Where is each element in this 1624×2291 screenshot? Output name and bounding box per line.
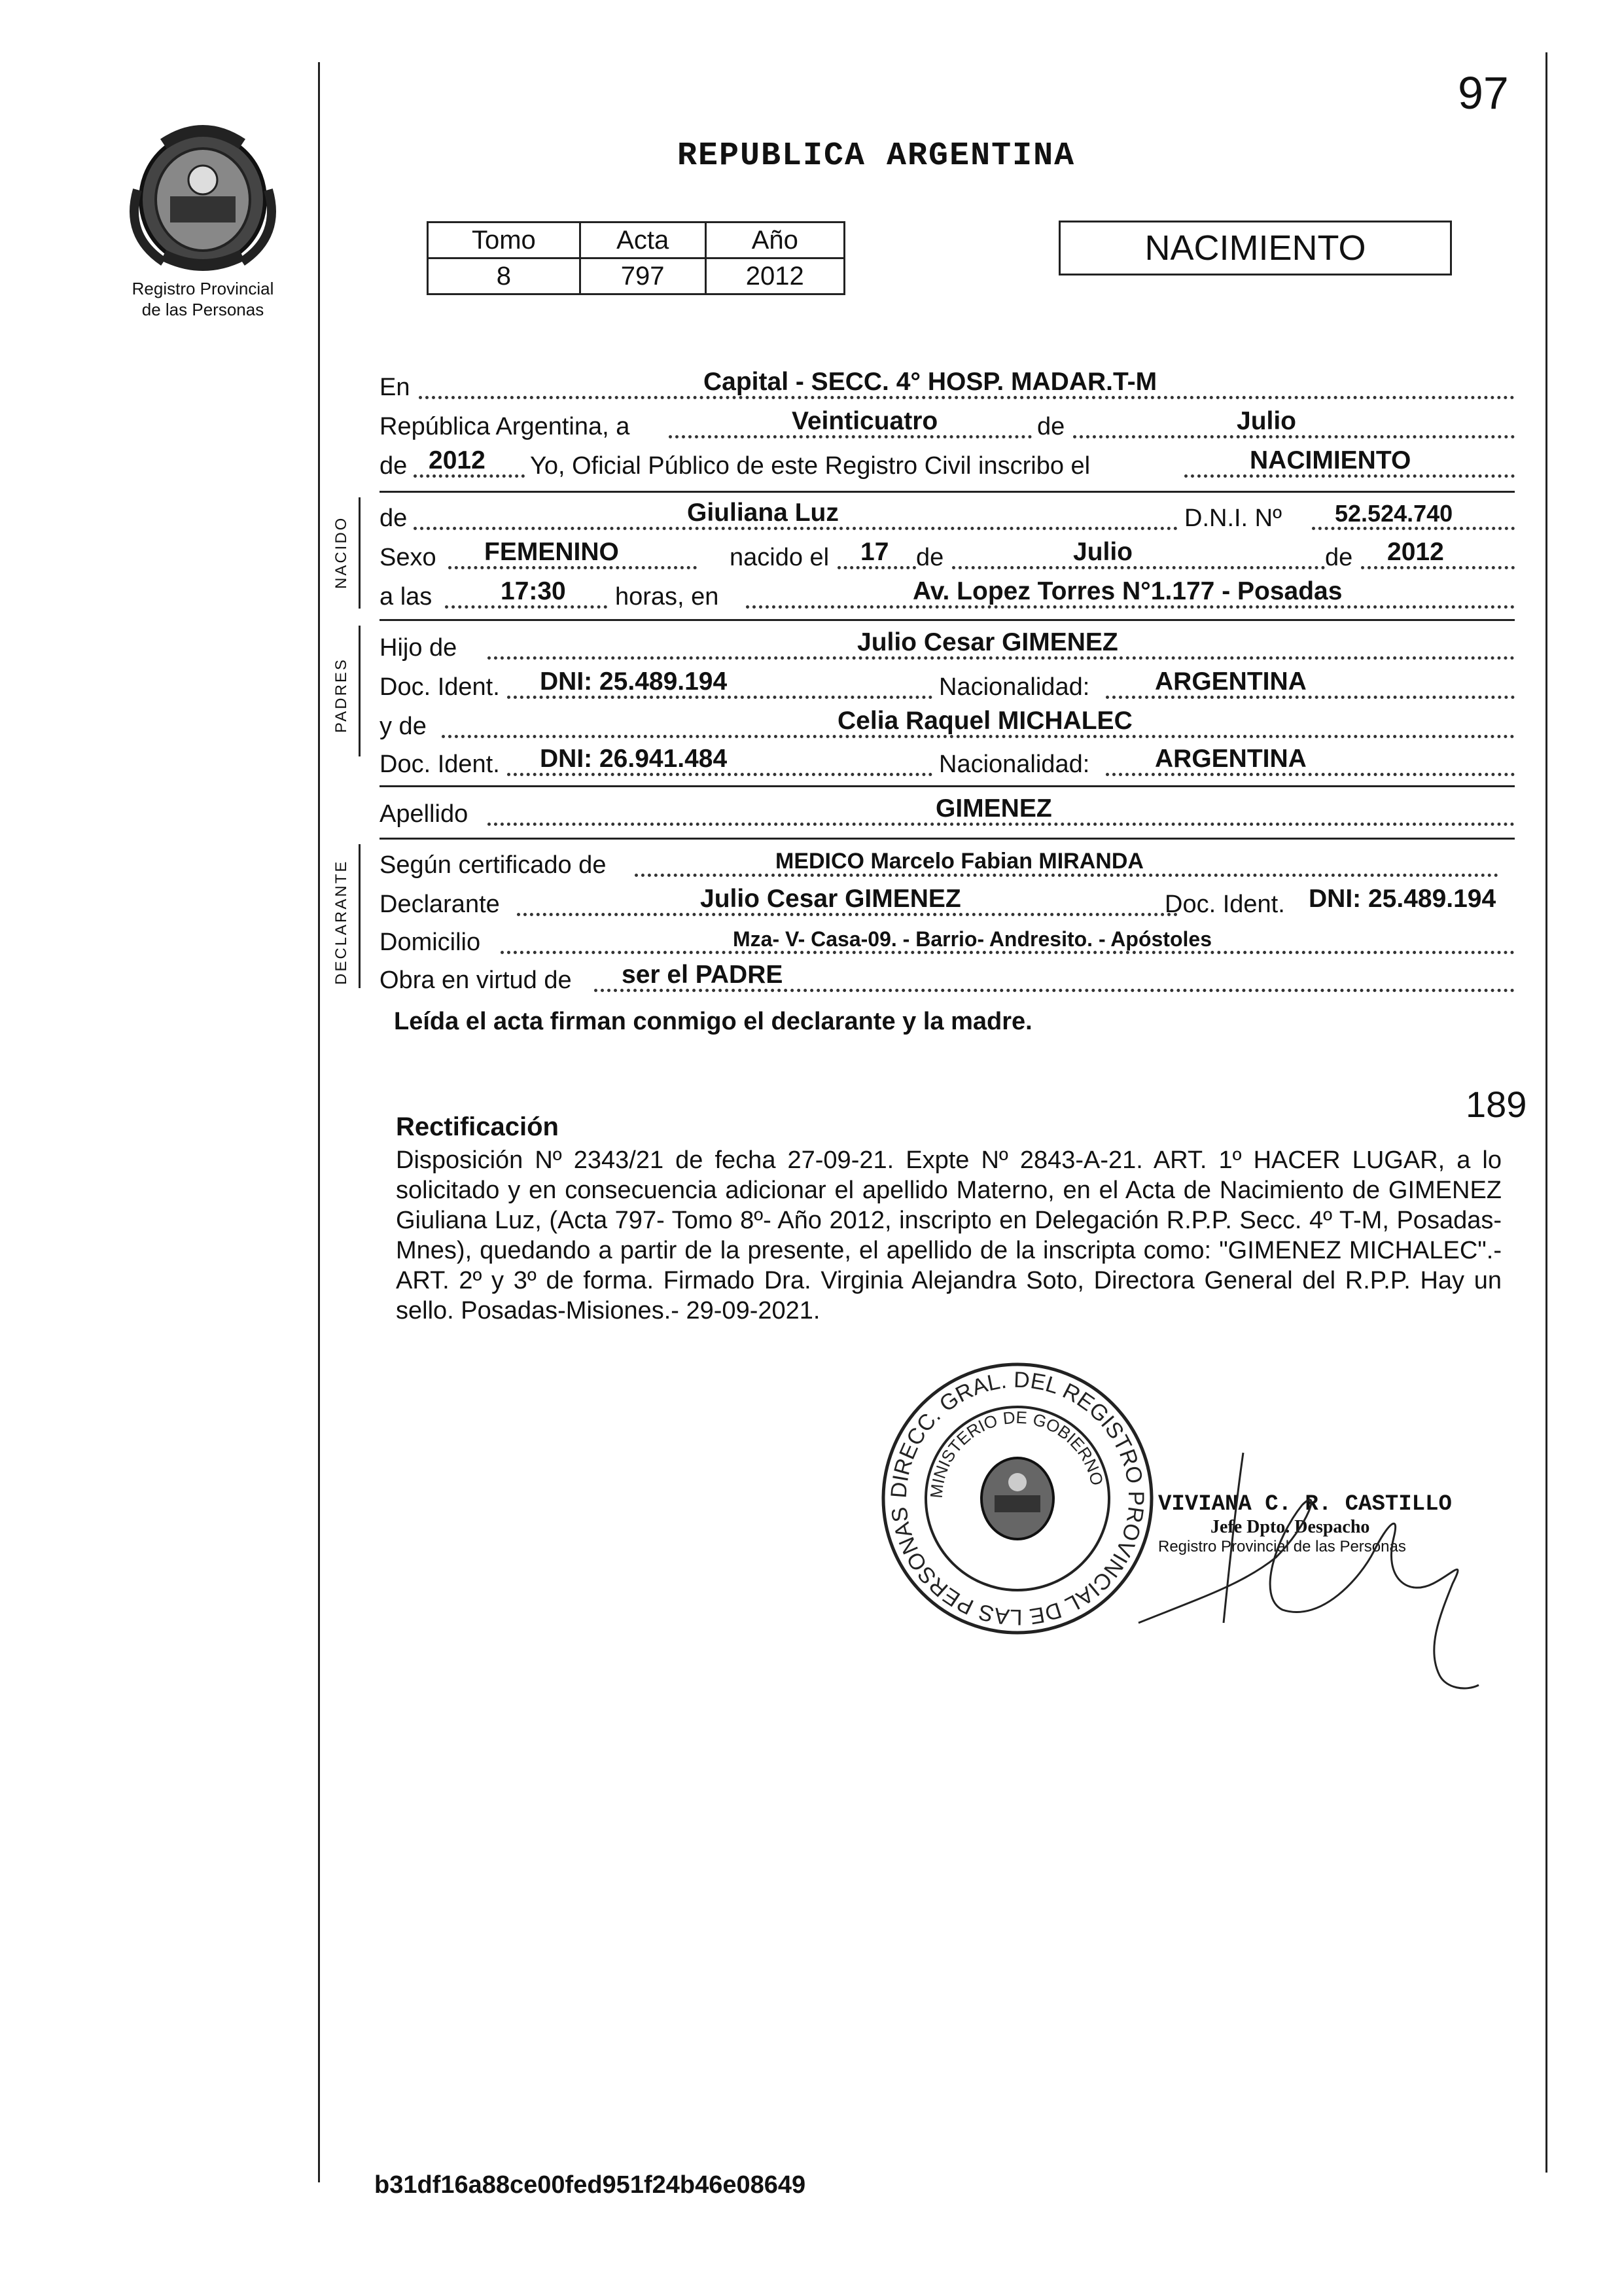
hours-label: horas, en	[615, 583, 719, 611]
registry-logo	[124, 118, 281, 275]
document-hash: b31df16a88ce00fed951f24b46e08649	[374, 2171, 806, 2199]
row-declarant	[380, 883, 1515, 923]
father-label: Hijo de	[380, 634, 457, 662]
registry-header-tomo: Tomo	[428, 222, 580, 258]
father-doc-label: Doc. Ident.	[380, 673, 500, 701]
father-doc-value: DNI: 25.489.194	[540, 667, 728, 696]
record-type-box: NACIMIENTO	[1059, 221, 1452, 275]
declarant-doc-value: DNI: 25.489.194	[1309, 885, 1496, 913]
nacido-bracket	[359, 497, 361, 609]
row-mother-doc	[380, 743, 1515, 783]
nacido-name-label: de	[380, 505, 408, 532]
rectification-title: Rectificación	[396, 1112, 559, 1141]
declarant-doc-label: Doc. Ident.	[1165, 891, 1285, 918]
stamp-outer-text: DIRECC. GRAL. DEL REGISTRO PROVINCIAL DE LAS PERSONAS	[886, 1367, 1149, 1630]
dots	[952, 566, 1325, 569]
place-value: Capital - SECC. 4° HOSP. MADAR.T-M	[703, 368, 1157, 396]
row-address	[380, 921, 1515, 961]
address-value: Mza- V- Casa-09. - Barrio- Andresito. - Apóstoles	[733, 927, 1212, 951]
closing-statement: Leída el acta firman conmigo el declarante y la madre.	[394, 1008, 1033, 1035]
father-value: Julio Cesar GIMENEZ	[857, 628, 1118, 656]
nacido-dni-value: 52.524.740	[1335, 500, 1453, 527]
cert-label: Según certificado de	[380, 851, 607, 879]
separator-1	[380, 491, 1515, 493]
registry-seal-icon	[880, 1361, 1155, 1636]
place-label: En	[380, 374, 410, 401]
registry-value-anio: 2012	[705, 258, 844, 294]
row-father-doc	[380, 666, 1515, 705]
logo-caption-line2: de las Personas	[141, 300, 264, 319]
surname-value: GIMENEZ	[936, 794, 1052, 823]
row-nacido-sex	[380, 537, 1515, 576]
signer-name: VIVIANA C. R. CASTILLO	[1158, 1492, 1452, 1517]
separator-3	[380, 785, 1515, 787]
sex-value: FEMENINO	[484, 538, 619, 566]
row-year	[380, 445, 1515, 484]
month-value: Julio	[1237, 407, 1297, 435]
logo-caption-line1: Registro Provincial	[132, 279, 274, 298]
born-year-value: 2012	[1387, 538, 1444, 566]
rectification-number: 189	[1466, 1084, 1527, 1125]
stamp-inner-text: MINISTERIO DE GOBIERNO	[926, 1407, 1108, 1499]
row-certificate	[380, 844, 1515, 883]
registry-table	[427, 221, 845, 295]
left-margin-rule	[318, 62, 320, 2182]
province-shield-icon	[124, 118, 281, 275]
surname-label: Apellido	[380, 800, 468, 828]
right-margin-rule	[1545, 52, 1547, 2173]
signer-office: Registro Provincial de las Personas	[1158, 1538, 1406, 1555]
mother-doc-label: Doc. Ident.	[380, 751, 500, 778]
event-value: NACIMIENTO	[1250, 446, 1411, 474]
page-number: 97	[1458, 67, 1509, 118]
father-nat-value: ARGENTINA	[1155, 667, 1307, 696]
row-nacido-name	[380, 497, 1515, 537]
handwritten-signature	[1125, 1427, 1492, 1701]
time-label: a las	[380, 583, 432, 611]
born-month-label: de	[916, 544, 944, 571]
registry-value-acta: 797	[580, 258, 705, 294]
born-label: nacido el	[730, 544, 830, 571]
birth-place-value: Av. Lopez Torres N°1.177 - Posadas	[913, 577, 1343, 605]
registry-header-acta: Acta	[580, 222, 705, 258]
mother-doc-value: DNI: 26.941.484	[540, 745, 728, 773]
signer-title: Jefe Dpto. Despacho	[1210, 1517, 1370, 1537]
time-value: 17:30	[501, 577, 566, 605]
official-stamp	[880, 1361, 1155, 1636]
capacity-value: ser el PADRE	[622, 961, 783, 989]
nacido-dni-label: D.N.I. Nº	[1184, 505, 1282, 532]
year-label: de	[380, 452, 408, 480]
born-month-value: Julio	[1073, 538, 1133, 566]
nacido-section-label: NACIDO	[332, 516, 350, 589]
born-year-label: de	[1325, 544, 1353, 571]
separator-2	[380, 619, 1515, 621]
registry-value-row	[428, 258, 845, 294]
mother-value: Celia Raquel MICHALEC	[838, 707, 1133, 735]
mother-nat-label: Nacionalidad:	[939, 751, 1090, 778]
row-place	[380, 366, 1515, 406]
declarante-section-label: DECLARANTE	[332, 859, 350, 985]
month-label: de	[1037, 413, 1065, 440]
address-label: Domicilio	[380, 929, 481, 956]
registry-header-row	[428, 222, 845, 258]
row-capacity	[380, 959, 1515, 999]
day-value: Veinticuatro	[792, 407, 938, 435]
mother-nat-value: ARGENTINA	[1155, 745, 1307, 773]
born-day-value: 17	[860, 538, 889, 566]
row-father	[380, 627, 1515, 666]
padres-bracket	[359, 626, 361, 756]
date-label: República Argentina, a	[380, 413, 630, 440]
row-nacido-time	[380, 576, 1515, 615]
nacido-name-value: Giuliana Luz	[687, 499, 839, 527]
row-surname	[380, 793, 1515, 832]
separator-4	[380, 838, 1515, 840]
sex-label: Sexo	[380, 544, 436, 571]
row-mother	[380, 705, 1515, 745]
officer-text: Yo, Oficial Público de este Registro Civil inscribo el	[530, 452, 1091, 480]
declarant-value: Julio Cesar GIMENEZ	[700, 885, 961, 913]
cert-value: MEDICO Marcelo Fabian MIRANDA	[775, 849, 1144, 874]
capacity-label: Obra en virtud de	[380, 967, 572, 994]
padres-section-label: PADRES	[332, 658, 350, 733]
country-title: REPUBLICA ARGENTINA	[677, 137, 1076, 175]
logo-caption	[92, 278, 314, 320]
rectification-body: Disposición Nº 2343/21 de fecha 27-09-21. Expte Nº 2843-A-21. ART. 1º HACER LUGAR, a lo solicitado y en consecuencia adicionar el apellido Materno, en el Acta de Nacimiento de GIMENEZ Giuliana Luz, (Acta 797- Tomo 8º- Año 2012, inscripto en Delegación R.P.P. Secc. 4º T-M, Posadas-Mnes), quedando a partir de la presente, el apellido de la inscripta como: "GIMENEZ MICHALEC".- ART. 2º y 3º de forma. Firmado Dra. Virginia Alejandra Soto, Directora General del R.P.P. Hay un sello. Posadas-Misiones.- 29-09-2021.	[396, 1146, 1502, 1324]
mother-label: y de	[380, 713, 427, 740]
father-nat-label: Nacionalidad:	[939, 673, 1090, 701]
year-value: 2012	[429, 446, 485, 474]
declarant-label: Declarante	[380, 891, 500, 918]
registry-value-tomo: 8	[428, 258, 580, 294]
registry-header-anio: Año	[705, 222, 844, 258]
row-date	[380, 406, 1515, 445]
declarante-bracket	[359, 844, 361, 988]
